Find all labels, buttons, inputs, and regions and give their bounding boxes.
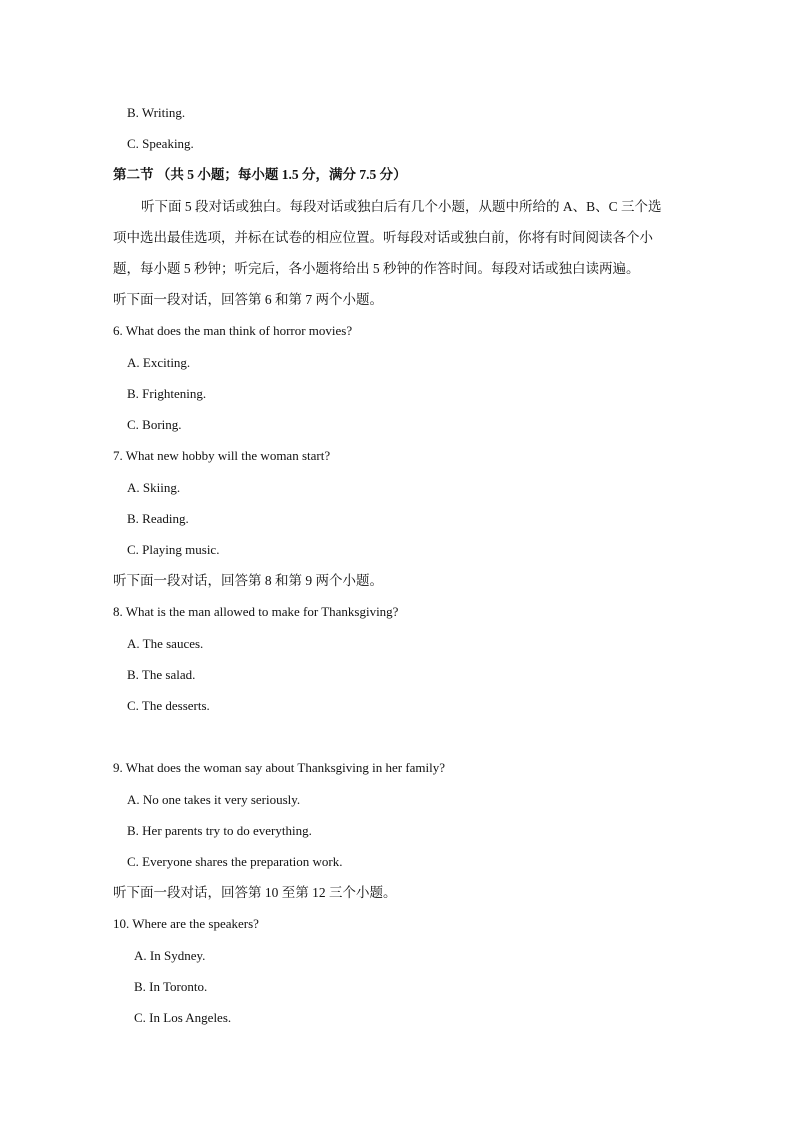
question-9: 9. What does the woman say about Thanksgiving in her family?: [113, 760, 446, 775]
q7-option-c: C. Playing music.: [127, 542, 220, 557]
q8-option-a: A. The sauces.: [127, 636, 204, 651]
q9-option-a: A. No one takes it very seriously.: [127, 792, 301, 807]
q10-option-a: A. In Sydney.: [134, 948, 206, 963]
q8-option-b: B. The salad.: [127, 667, 196, 682]
question-10: 10. Where are the speakers?: [113, 916, 259, 931]
question-6: 6. What does the man think of horror movies?: [113, 323, 353, 338]
q8-option-c: C. The desserts.: [127, 698, 210, 713]
q10-option-b: B. In Toronto.: [134, 979, 208, 994]
dialogue-instruction-2: 听下面一段对话，回答第 8 和第 9 两个小题。: [113, 573, 383, 588]
section-heading: 第二节 （共 5 小题；每小题 1.5 分，满分 7.5 分）: [113, 167, 407, 182]
dialogue-instruction-1: 听下面一段对话，回答第 6 和第 7 两个小题。: [113, 292, 383, 307]
q10-option-c: C. In Los Angeles.: [134, 1010, 232, 1025]
q9-option-b: B. Her parents try to do everything.: [127, 823, 312, 838]
q9-option-c: C. Everyone shares the preparation work.: [127, 854, 343, 869]
instructions-line-2: 项中选出最佳选项，并标在试卷的相应位置。听每段对话或独白前，你将有时间阅读各个小: [113, 230, 653, 245]
question-7: 7. What new hobby will the woman start?: [113, 448, 331, 463]
q6-option-a: A. Exciting.: [127, 355, 191, 370]
q6-option-c: C. Boring.: [127, 417, 182, 432]
option-b-writing: B. Writing.: [127, 105, 186, 120]
instructions-line-1: 听下面 5 段对话或独白。每段对话或独白后有几个小题，从题中所给的 A、B、C 三个选: [141, 199, 662, 214]
q7-option-b: B. Reading.: [127, 511, 189, 526]
option-c-speaking: C. Speaking.: [127, 136, 194, 151]
question-8: 8. What is the man allowed to make for Thanksgiving?: [113, 604, 399, 619]
instructions-line-3: 题，每小题 5 秒钟；听完后，各小题将给出 5 秒钟的作答时间。每段对话或独白读两遍。: [113, 261, 640, 276]
q7-option-a: A. Skiing.: [127, 480, 181, 495]
q6-option-b: B. Frightening.: [127, 386, 207, 401]
dialogue-instruction-3: 听下面一段对话，回答第 10 至第 12 三个小题。: [113, 885, 397, 900]
